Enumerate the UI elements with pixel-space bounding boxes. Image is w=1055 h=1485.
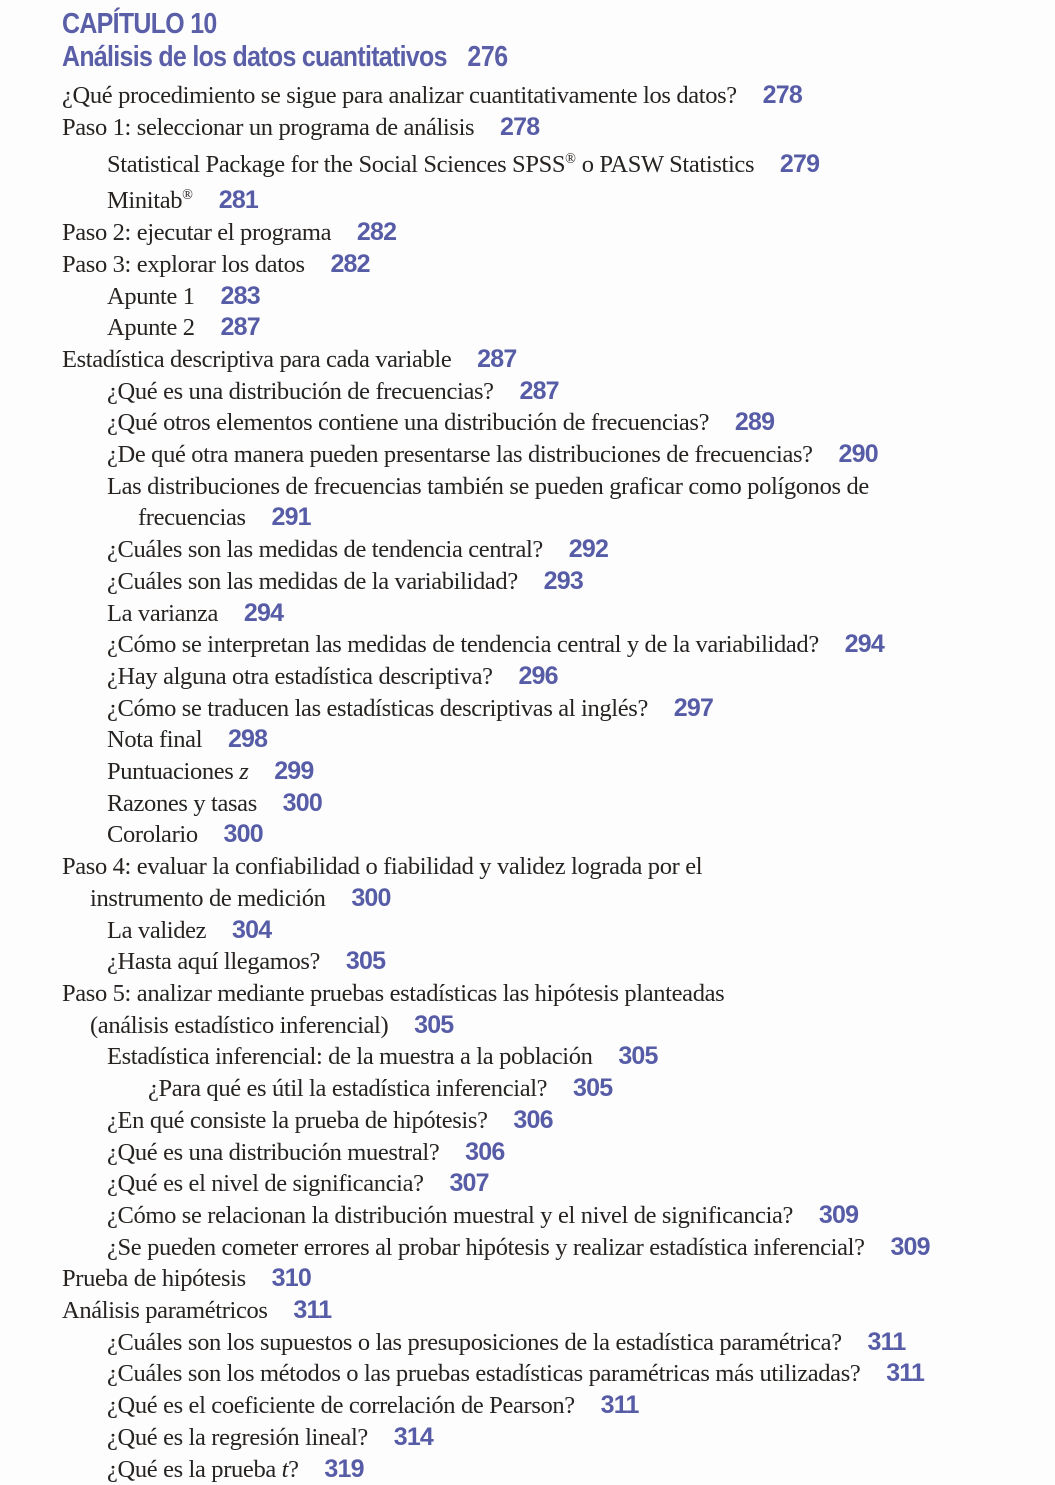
toc-entry-text — [107, 1139, 439, 1166]
toc-entry-text — [107, 600, 218, 627]
toc-entry-page-number: 282 — [356, 218, 397, 247]
toc-entry-page-number: 299 — [274, 757, 314, 786]
toc-entry-page-number: 305 — [414, 1010, 454, 1039]
text-segment: Paso 1: seleccionar un programa de análisis — [62, 113, 475, 141]
toc-entry-page-number: 311 — [600, 1391, 639, 1420]
chapter-title-line — [62, 41, 916, 74]
toc-entry-text — [107, 187, 193, 214]
text-segment: ¿Hasta aquí llegamos? — [107, 948, 321, 976]
toc-list — [62, 80, 1055, 1485]
toc-entry-page-number: 306 — [465, 1137, 505, 1166]
toc-entry-page-number: 281 — [218, 186, 259, 215]
chapter-title: Análisis de los datos cuantitativos — [62, 41, 447, 73]
text-segment: Prueba de hipótesis — [62, 1265, 246, 1293]
toc-entry — [62, 1010, 1055, 1042]
toc-entry-page-number: 306 — [513, 1105, 553, 1134]
text-segment: ¿De qué otra manera pueden presentarse las distribuciones de frecuencias? — [107, 441, 813, 469]
text-segment: Análisis paramétricos — [62, 1297, 268, 1325]
toc-entry-page-number: 282 — [330, 249, 370, 278]
toc-entry-text — [107, 821, 198, 848]
text-segment: Paso 5: analizar mediante pruebas estadísticas las hipótesis planteadas — [62, 980, 725, 1007]
text-segment: ¿Qué es una distribución muestral? — [107, 1138, 440, 1166]
toc-entry-page-number: 296 — [518, 661, 558, 690]
toc-entry-page-number: 309 — [890, 1232, 930, 1261]
text-segment: Apunte 1 — [107, 282, 195, 310]
toc-entry — [62, 439, 1055, 471]
toc-entry-text — [107, 1424, 368, 1451]
text-segment: frecuencias — [138, 504, 246, 532]
toc-entry-text — [107, 1170, 424, 1197]
text-segment: Paso 2: ejecutar el programa — [62, 219, 332, 247]
toc-entry-text — [107, 568, 518, 595]
text-segment: z — [239, 758, 249, 786]
toc-entry-text — [107, 1043, 593, 1070]
text-segment: Statistical Package for the Social Sciences SPSS — [107, 150, 566, 178]
toc-entry — [62, 1137, 1055, 1169]
toc-entry — [62, 883, 1055, 915]
toc-entry-text — [62, 251, 305, 278]
toc-entry — [62, 851, 1055, 883]
toc-entry-text — [107, 409, 709, 436]
toc-entry-text — [90, 1012, 388, 1039]
toc-entry-page-number: 290 — [838, 440, 878, 469]
toc-entry — [62, 112, 1055, 144]
toc-entry — [62, 756, 1055, 788]
toc-entry — [62, 629, 1055, 661]
toc-entry — [62, 502, 1055, 534]
toc-entry — [62, 724, 1055, 756]
toc-entry-page-number: 287 — [519, 376, 559, 405]
toc-entry-text — [148, 1075, 547, 1102]
toc-entry — [62, 1200, 1055, 1232]
toc-entry — [62, 661, 1055, 693]
toc-entry-text — [62, 219, 331, 246]
text-segment: o PASW Statistics — [575, 150, 755, 178]
text-segment: Nota final — [107, 726, 203, 754]
toc-entry-text — [107, 917, 206, 944]
toc-entry — [62, 1073, 1055, 1105]
text-segment: ¿Se pueden cometer errores al probar hipótesis y realizar estadística inferencial? — [107, 1233, 865, 1261]
toc-entry-page-number: 310 — [271, 1264, 311, 1293]
toc-entry-text — [62, 82, 737, 109]
text-segment: Corolario — [107, 821, 198, 849]
text-segment: ¿Cuáles son los supuestos o las presuposiciones de la estadística paramétrica? — [107, 1328, 842, 1356]
toc-entry-page-number: 278 — [500, 112, 540, 141]
text-segment: ? — [288, 1455, 299, 1483]
toc-entry — [62, 143, 1055, 180]
toc-entry-text — [107, 663, 493, 690]
chapter-page-number: 276 — [467, 41, 508, 73]
toc-entry — [62, 281, 1055, 313]
toc-entry — [62, 566, 1055, 598]
toc-entry — [62, 1041, 1055, 1073]
toc-entry — [62, 915, 1055, 947]
toc-entry-text — [107, 695, 648, 722]
toc-entry-text — [107, 758, 248, 785]
toc-entry-text — [62, 853, 702, 880]
toc-entry-text — [62, 1297, 268, 1324]
toc-entry — [62, 1454, 1055, 1485]
text-segment: t — [281, 1455, 289, 1483]
text-segment: ¿Qué es la prueba — [107, 1455, 282, 1483]
toc-entry-text — [62, 346, 451, 373]
toc-entry-page-number: 311 — [886, 1359, 925, 1388]
text-segment: Las distribuciones de frecuencias también se pueden graficar como polígonos de — [107, 472, 869, 500]
toc-entry — [62, 946, 1055, 978]
toc-entry-text — [107, 378, 494, 405]
text-segment: ¿Qué es la regresión lineal? — [107, 1423, 368, 1451]
toc-entry-page-number: 294 — [243, 598, 284, 627]
text-segment: ¿Cuáles son las medidas de la variabilidad? — [107, 567, 518, 595]
text-segment: (análisis estadístico inferencial) — [90, 1011, 389, 1039]
toc-entry — [62, 180, 1055, 217]
text-segment: Paso 3: explorar los datos — [62, 250, 305, 278]
toc-entry — [62, 978, 1055, 1010]
toc-entry-page-number: 307 — [449, 1169, 489, 1198]
toc-entry — [62, 407, 1055, 439]
toc-entry-page-number: 319 — [324, 1454, 364, 1483]
toc-entry — [62, 1263, 1055, 1295]
toc-entry-page-number: 292 — [568, 535, 609, 564]
toc-entry-text — [107, 473, 869, 500]
text-segment: ¿Cómo se traducen las estadísticas descriptivas al inglés? — [107, 694, 648, 722]
toc-entry — [62, 1390, 1055, 1422]
toc-entry — [62, 1422, 1055, 1454]
toc-entry-text — [62, 980, 724, 1007]
toc-entry-page-number: 305 — [345, 947, 386, 976]
toc-entry-page-number: 311 — [867, 1327, 906, 1356]
toc-entry — [62, 1105, 1055, 1137]
text-segment: ¿Qué procedimiento se sigue para analizar cuantitativamente los datos? — [62, 82, 737, 109]
toc-entry-text — [107, 1392, 575, 1419]
text-segment: Estadística descriptiva para cada variable — [62, 345, 452, 373]
toc-entry — [62, 819, 1055, 851]
text-segment: ® — [565, 150, 576, 167]
toc-entry-page-number: 311 — [293, 1296, 332, 1325]
toc-entry-text — [107, 1234, 865, 1261]
text-segment: ¿Qué es el nivel de significancia? — [107, 1170, 424, 1198]
text-segment: Puntuaciones — [107, 758, 240, 786]
toc-entry-page-number: 279 — [779, 149, 820, 178]
text-segment: La validez — [107, 916, 207, 944]
toc-entry-text — [107, 283, 195, 310]
toc-entry — [62, 1232, 1055, 1264]
toc-entry-text — [107, 631, 819, 658]
toc-entry-page-number: 300 — [282, 788, 322, 817]
toc-entry-page-number: 304 — [231, 915, 272, 944]
toc-entry-text — [107, 441, 813, 468]
text-segment: ¿Qué es el coeficiente de correlación de Pearson? — [107, 1392, 575, 1420]
text-segment: ¿Cómo se relacionan la distribución muestral y el nivel de significancia? — [107, 1201, 794, 1229]
text-segment: ¿Qué es una distribución de frecuencias? — [107, 377, 494, 405]
text-segment: ¿Cuáles son las medidas de tendencia central? — [107, 536, 543, 564]
text-segment: ¿En qué consiste la prueba de hipótesis? — [107, 1106, 488, 1134]
toc-entry — [62, 1168, 1055, 1200]
toc-entry-text — [62, 114, 474, 141]
toc-entry — [62, 534, 1055, 566]
toc-entry — [62, 312, 1055, 344]
text-segment: ® — [182, 187, 193, 204]
toc-entry — [62, 1295, 1055, 1327]
chapter-label: CAPÍTULO 10 — [62, 8, 217, 40]
toc-entry-text — [107, 1329, 842, 1356]
text-segment: Paso 4: evaluar la confiabilidad o fiabilidad y validez lograda por el — [62, 853, 703, 881]
toc-entry — [62, 344, 1055, 376]
toc-entry-page-number: 297 — [673, 693, 714, 722]
toc-entry-page-number: 305 — [618, 1042, 658, 1071]
toc-entry-text — [107, 151, 754, 178]
toc-entry-text — [107, 948, 320, 975]
toc-entry-page-number: 300 — [351, 883, 391, 912]
toc-entry — [62, 249, 1055, 281]
toc-entry — [62, 693, 1055, 725]
text-segment: ¿Para qué es útil la estadística inferencial? — [148, 1075, 548, 1103]
text-segment: Apunte 2 — [107, 314, 195, 342]
toc-entry-text — [107, 1202, 793, 1229]
toc-entry-page-number: 300 — [223, 820, 263, 849]
toc-entry-page-number: 283 — [220, 281, 260, 310]
text-segment: ¿Hay alguna otra estadística descriptiva? — [107, 662, 493, 690]
toc-entry-page-number: 289 — [734, 408, 775, 437]
text-segment: Razones y tasas — [107, 789, 257, 817]
toc-entry — [62, 471, 1055, 503]
toc-entry-page-number: 294 — [844, 630, 884, 659]
toc-entry — [62, 1358, 1055, 1390]
toc-entry-page-number: 305 — [572, 1074, 613, 1103]
text-segment: ¿Qué otros elementos contiene una distribución de frecuencias? — [107, 409, 710, 437]
toc-entry-text — [62, 1265, 246, 1292]
text-segment: La varianza — [107, 599, 219, 627]
toc-entry — [62, 598, 1055, 630]
toc-entry — [62, 1327, 1055, 1359]
text-segment: ¿Cómo se interpretan las medidas de tendencia central y de la variabilidad? — [107, 631, 819, 659]
toc-entry-page-number: 298 — [227, 725, 268, 754]
toc-entry-text — [107, 1456, 299, 1483]
toc-entry-text — [138, 504, 246, 531]
toc-entry-page-number: 293 — [543, 566, 583, 595]
toc-entry-page-number: 309 — [818, 1200, 859, 1229]
toc-entry-page-number: 287 — [220, 313, 260, 342]
text-segment: ¿Cuáles son los métodos o las pruebas estadísticas paramétricas más utilizadas? — [107, 1360, 861, 1388]
text-segment: instrumento de medición — [90, 884, 326, 912]
toc-entry-text — [107, 790, 257, 817]
toc-entry-text — [107, 726, 202, 753]
toc-entry — [62, 376, 1055, 408]
toc-entry-text — [107, 536, 543, 563]
toc-entry-page-number: 278 — [762, 81, 802, 109]
toc-entry-text — [107, 1360, 860, 1387]
text-segment: Minitab — [107, 187, 183, 215]
toc-entry — [62, 217, 1055, 249]
text-segment: Estadística inferencial: de la muestra a la población — [107, 1043, 593, 1071]
toc-entry-text — [90, 885, 326, 912]
toc-entry-page-number: 287 — [477, 344, 517, 373]
toc-entry-text — [107, 1107, 488, 1134]
toc-entry-page-number: 291 — [271, 503, 311, 532]
toc-entry — [62, 788, 1055, 820]
toc-entry — [62, 80, 1055, 112]
toc-entry-page-number: 314 — [393, 1422, 434, 1451]
toc-entry-text — [107, 314, 195, 341]
chapter-header — [62, 8, 1055, 74]
